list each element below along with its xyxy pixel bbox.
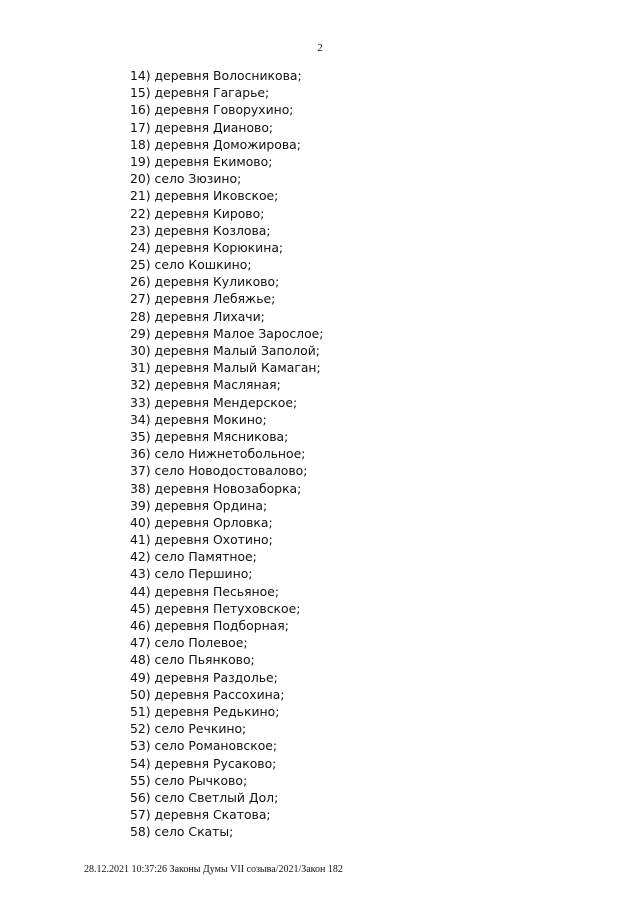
list-item: 18) деревня Доможирова;	[130, 136, 301, 152]
list-item: 23) деревня Козлова;	[130, 222, 271, 238]
list-item: 17) деревня Дианово;	[130, 119, 274, 135]
list-item: 44) деревня Песьяное;	[130, 583, 280, 599]
list-item: 30) деревня Малый Заполой;	[130, 343, 320, 358]
list-item: 36) село Нижнетобольное;	[130, 446, 306, 462]
list-item: 29) деревня Малое Зарослое;	[130, 325, 324, 341]
list-item: 45) деревня Петуховское;	[130, 600, 301, 616]
list-item: 43) село Першино;	[130, 566, 253, 582]
list-item: 28) деревня Лихачи;	[130, 308, 265, 324]
list-item: 33) деревня Мендерское;	[130, 394, 298, 410]
list-item: 32) деревня Масляная;	[130, 377, 281, 393]
list-item: 47) село Полевое;	[130, 635, 248, 651]
list-item: 58) село Скаты;	[130, 824, 234, 840]
list-item: 55) село Рычково;	[130, 772, 248, 788]
list-item: 38) деревня Новозаборка;	[130, 480, 302, 496]
list-item: 31) деревня Малый Камаган;	[130, 360, 321, 376]
list-item: 25) село Кошкино;	[130, 257, 252, 273]
list-item: 48) село Пьянково;	[130, 652, 255, 668]
settlement-list	[130, 67, 323, 840]
list-item: 35) деревня Мясникова;	[130, 428, 289, 444]
list-item: 56) село Светлый Дол;	[130, 789, 279, 805]
list-item: 20) село Зюзино;	[130, 171, 242, 187]
list-item: 46) деревня Подборная;	[130, 618, 289, 633]
list-item: 42) село Памятное;	[130, 549, 257, 565]
list-item: 21) деревня Иковское;	[130, 188, 279, 204]
list-item: 49) деревня Раздолье;	[130, 669, 278, 685]
list-item: 51) деревня Редькино;	[130, 703, 280, 719]
list-item: 39) деревня Ордина;	[130, 497, 268, 513]
list-item: 22) деревня Кирово;	[130, 205, 265, 221]
list-item: 52) село Речкино;	[130, 721, 247, 737]
list-item: 27) деревня Лебяжье;	[130, 291, 276, 307]
list-item: 41) деревня Охотино;	[130, 532, 273, 548]
document-footer: 28.12.2021 10:37:26 Законы Думы VII созыва/2021/Закон 182	[84, 864, 343, 875]
list-item: 54) деревня Русаково;	[130, 755, 277, 771]
list-item: 26) деревня Куликово;	[130, 274, 280, 290]
list-item: 14) деревня Волосникова;	[130, 68, 302, 83]
list-item: 53) село Романовское;	[130, 738, 278, 754]
page-number: 2	[317, 42, 323, 54]
list-item: 24) деревня Корюкина;	[130, 239, 284, 255]
list-item: 50) деревня Рассохина;	[130, 686, 285, 702]
list-item: 57) деревня Скатова;	[130, 807, 271, 823]
list-item: 19) деревня Екимово;	[130, 153, 273, 169]
list-item: 34) деревня Мокино;	[130, 411, 267, 427]
list-item: 40) деревня Орловка;	[130, 514, 273, 530]
list-item: 37) село Новодостовалово;	[130, 463, 308, 479]
list-item: 15) деревня Гагарье;	[130, 85, 270, 101]
list-item: 16) деревня Говорухино;	[130, 102, 294, 118]
